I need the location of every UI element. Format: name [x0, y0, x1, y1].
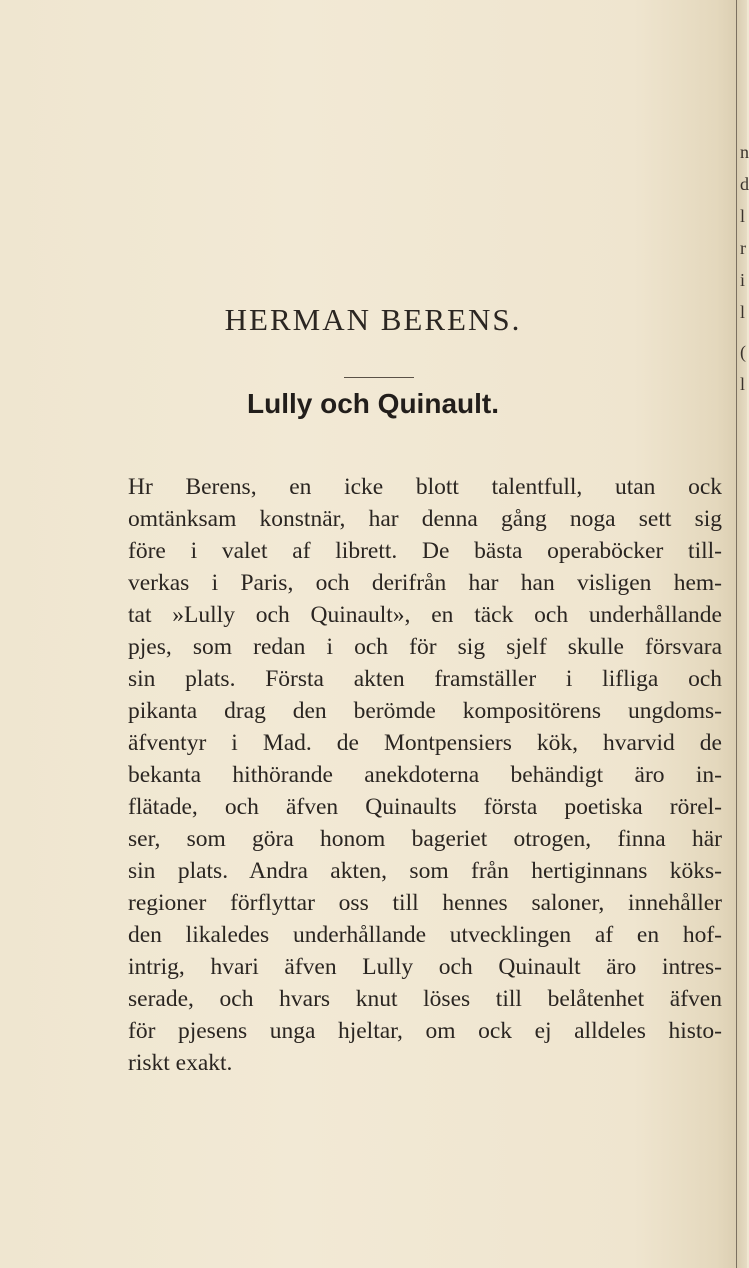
- body-line: pikanta drag den berömde kompositörens ungdoms-: [128, 698, 722, 724]
- body-line: flätade, och äfven Quinaults första poetiska rörel-: [128, 794, 722, 820]
- body-line: tat »Lully och Quinault», en täck och underhållande: [128, 602, 722, 628]
- body-line: Hr Berens, en icke blott talentfull, utan ock: [128, 474, 722, 500]
- body-line: intrig, hvari äfven Lully och Quinault äro intres-: [128, 954, 722, 980]
- body-line: sin plats. Första akten framställer i lifliga och: [128, 666, 722, 692]
- body-line: verkas i Paris, och derifrån har han visligen hem-: [128, 570, 722, 596]
- edge-fragment: l: [740, 302, 746, 322]
- edge-fragment: l: [740, 374, 746, 394]
- body-line: den likaledes underhållande utvecklingen af en hof-: [128, 922, 722, 948]
- body-line-last: riskt exakt.: [128, 1050, 233, 1076]
- body-line: för pjesens unga hjeltar, om ock ej alldeles histo-: [128, 1018, 722, 1044]
- edge-fragment: (: [740, 342, 746, 362]
- body-line: sin plats. Andra akten, som från hertiginnans köks-: [128, 858, 722, 884]
- edge-fragment: r: [740, 238, 746, 258]
- divider-rule: [344, 377, 414, 378]
- edge-fragment: i: [740, 270, 746, 290]
- body-line: omtänksam konstnär, har denna gång noga sett sig: [128, 506, 722, 532]
- article-title: Lully och Quinault.: [247, 388, 499, 419]
- body-line: bekanta hithörande anekdoterna behändigt äro in-: [128, 762, 722, 788]
- body-line: äfventyr i Mad. de Montpensiers kök, hvarvid de: [128, 730, 722, 756]
- body-line: ser, som göra honom bageriet otrogen, finna här: [128, 826, 722, 852]
- body-line: regioner förflyttar oss till hennes saloner, innehåller: [128, 890, 722, 916]
- section-heading: HERMAN BERENS.: [224, 302, 522, 337]
- edge-fragment: l: [740, 206, 746, 226]
- body-line: före i valet af librett. De bästa operaböcker till-: [128, 538, 722, 564]
- body-line: pjes, som redan i och för sig sjelf skulle försvara: [128, 634, 722, 660]
- edge-fragment: n: [740, 142, 749, 162]
- body-line: serade, och hvars knut löses till belåtenhet äfven: [128, 986, 722, 1012]
- edge-fragment: d: [740, 174, 749, 194]
